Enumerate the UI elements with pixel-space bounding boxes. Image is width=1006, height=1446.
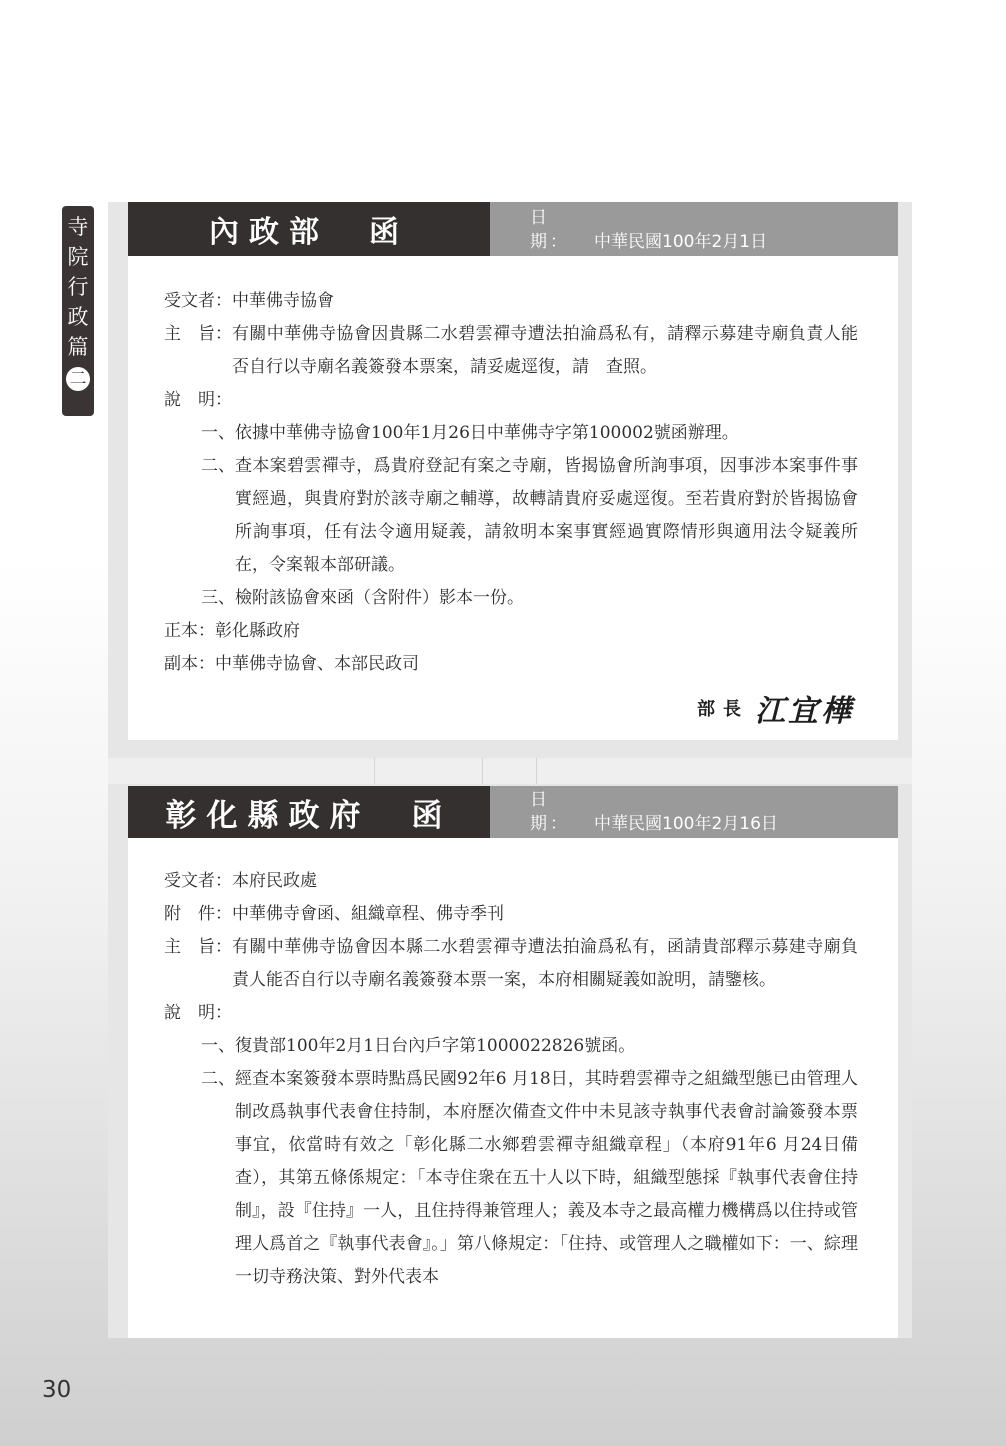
signature-name: 江宜樺	[755, 694, 854, 729]
original-key: 正本：	[164, 621, 215, 641]
subject-value: 有關中華佛寺協會因本縣二水碧雲禪寺遭法拍淪爲私有，函請貴部釋示募建寺廟負責人能否自行以寺廟名義簽發本票一案，本府相關疑義如說明，請鑒核。	[232, 937, 858, 990]
letter-paper	[128, 838, 898, 1338]
letter-title: 內政部 函	[128, 202, 490, 256]
subject-value: 有關中華佛寺協會因貴縣二水碧雲禪寺遭法拍淪爲私有，請釋示募建寺廟負責人能否自行以寺廟名義簽發本票案，請妥處逕復，請 查照。	[232, 324, 858, 377]
copy-value: 中華佛寺協會、本部民政司	[215, 654, 419, 674]
divider-line	[536, 758, 537, 784]
divider-line	[374, 758, 375, 784]
letter-body	[164, 285, 858, 681]
side-tab-char: 篇	[67, 335, 89, 359]
subject-key: 主 旨：	[164, 324, 232, 344]
date-value: 中華民國100年2月1日	[594, 232, 768, 252]
item-number: 一、	[201, 423, 235, 443]
recipient-value: 本府民政處	[232, 871, 317, 891]
original-row	[164, 615, 858, 648]
attachment-value: 中華佛寺會函、組織章程、佛寺季刊	[232, 904, 504, 924]
page-number: 30	[42, 1377, 72, 1403]
explain-item	[164, 1063, 858, 1294]
recipient-row	[164, 285, 858, 318]
explain-row	[164, 997, 858, 1030]
attachment-key: 附 件：	[164, 904, 232, 924]
section-side-tab	[62, 206, 94, 416]
recipient-key: 受文者：	[164, 871, 232, 891]
explain-item	[164, 450, 858, 582]
recipient-key: 受文者：	[164, 291, 232, 311]
letter-paper	[128, 256, 898, 740]
side-tab-char: 政	[67, 305, 89, 329]
recipient-row	[164, 865, 858, 898]
signature	[697, 686, 854, 730]
letter-ministry-interior	[108, 202, 912, 758]
explain-key: 說 明：	[164, 1003, 232, 1023]
side-tab-char: 院	[67, 245, 89, 269]
item-text: 依據中華佛寺協會100年1月26日中華佛寺字第100002號函辦理。	[235, 423, 739, 443]
item-text: 查本案碧雲禪寺，爲貴府登記有案之寺廟，皆揭協會所詢事項，因事涉本案事件事實經過，與貴府對於該寺廟之輔導，故轉請貴府妥處逕復。至若貴府對於皆揭協會所詢事項，任有法令適用疑義，請敘明本案事實經過實際情形與適用法令疑義所在，令案報本部研議。	[235, 456, 858, 575]
item-number: 一、	[201, 1036, 235, 1056]
side-tab-char: 行	[67, 275, 89, 299]
date-label: 日 期：	[530, 208, 570, 252]
date-value: 中華民國100年2月16日	[594, 814, 778, 834]
explain-item	[164, 417, 858, 450]
copy-row	[164, 648, 858, 681]
date-label: 日 期：	[530, 790, 570, 834]
item-text: 經查本案簽發本票時點爲民國92年6 月18日，其時碧雲禪寺之組織型態已由管理人制改爲執事代表會住持制，本府歷次備查文件中未見該寺執事代表會討論簽發本票事宜，依當時有效之「彰化縣二水鄉碧雲禪寺組織章程」（本府91年6 月24日備查），其第五條係規定：「本寺住衆在五十人以下時，組織型態採『執事代表會住持制』，設『住持』一人，且住持得兼管理人；義及本寺之最高權力機構爲以住持或管理人爲首之『執事代表會』。」第八條規定：「住持、或管理人之職權如下：一、綜理一切寺務決策、對外代表本	[235, 1069, 858, 1287]
page-divider	[108, 758, 912, 784]
recipient-value: 中華佛寺協會	[232, 291, 334, 311]
item-number: 二、	[201, 1069, 235, 1089]
original-value: 彰化縣政府	[215, 621, 300, 641]
item-text: 檢附該協會來函（含附件）影本一份。	[235, 588, 524, 608]
letter-changhua-county	[108, 784, 912, 1338]
explain-item	[164, 582, 858, 615]
item-number: 二、	[201, 456, 235, 476]
signature-title: 部長	[697, 699, 749, 720]
subject-row	[164, 931, 858, 997]
side-tab-number: 二	[66, 367, 90, 391]
side-tab-char: 寺	[67, 215, 89, 239]
item-number: 三、	[201, 588, 235, 608]
item-text: 復貴部100年2月1日台內戶字第1000022826號函。	[235, 1036, 636, 1056]
subject-key: 主 旨：	[164, 937, 232, 957]
letter-info	[490, 202, 898, 256]
explain-row	[164, 384, 858, 417]
subject-row	[164, 318, 858, 384]
copy-key: 副本：	[164, 654, 215, 674]
attachment-row	[164, 898, 858, 931]
explain-key: 說 明：	[164, 390, 232, 410]
letter-info	[490, 786, 898, 838]
letter-body	[164, 865, 858, 1294]
letter-title: 彰化縣政府 函	[128, 786, 490, 838]
explain-item	[164, 1030, 858, 1063]
divider-line	[482, 758, 483, 784]
